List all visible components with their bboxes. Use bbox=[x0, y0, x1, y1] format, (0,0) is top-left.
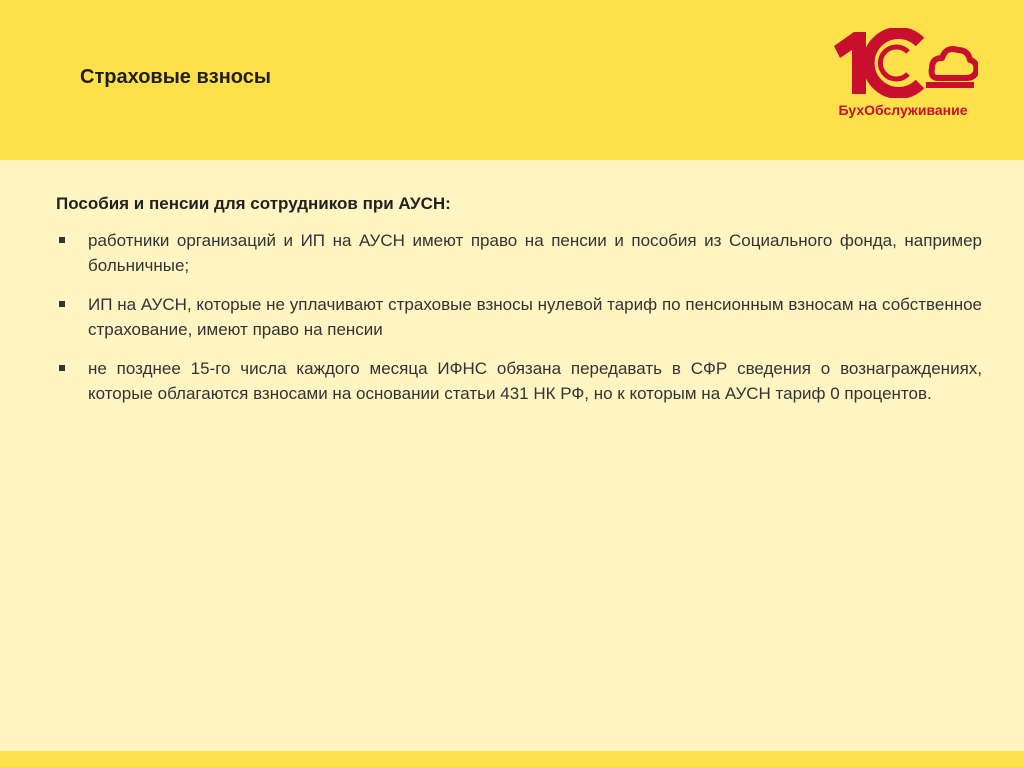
section-subtitle: Пособия и пенсии для сотрудников при АУСН: bbox=[56, 194, 451, 213]
square-bullet-icon bbox=[59, 365, 65, 371]
logo bbox=[818, 28, 988, 128]
list-item-text: не позднее 15-го числа каждого месяца ИФНС обязана передавать в СФР сведения о вознаграждениях, которые облагаются взносами на основании статьи 431 НК РФ, но к которым на АУСН тариф 0 процентов. bbox=[88, 359, 982, 403]
logo-1c-mark bbox=[828, 28, 978, 98]
list-item bbox=[56, 228, 982, 278]
list-item-text: работники организаций и ИП на АУСН имеют право на пенсии и пособия из Социального фонда, например больничные; bbox=[88, 231, 982, 275]
bullet-list bbox=[56, 228, 982, 406]
slide-title: Страховые взносы bbox=[80, 66, 271, 88]
content-area bbox=[56, 194, 982, 420]
cloud-icon bbox=[926, 49, 976, 88]
square-bullet-icon bbox=[59, 301, 65, 307]
header-band bbox=[0, 0, 1024, 160]
square-bullet-icon bbox=[59, 237, 65, 243]
footer-bar bbox=[0, 751, 1024, 767]
list-item bbox=[56, 356, 982, 406]
list-item bbox=[56, 292, 982, 342]
logo-caption: БухОбслуживание bbox=[838, 102, 968, 118]
list-item-text: ИП на АУСН, которые не уплачивают страховые взносы нулевой тариф по пенсионным взносам на собственное страхование, имеют право на пенсии bbox=[88, 295, 982, 339]
